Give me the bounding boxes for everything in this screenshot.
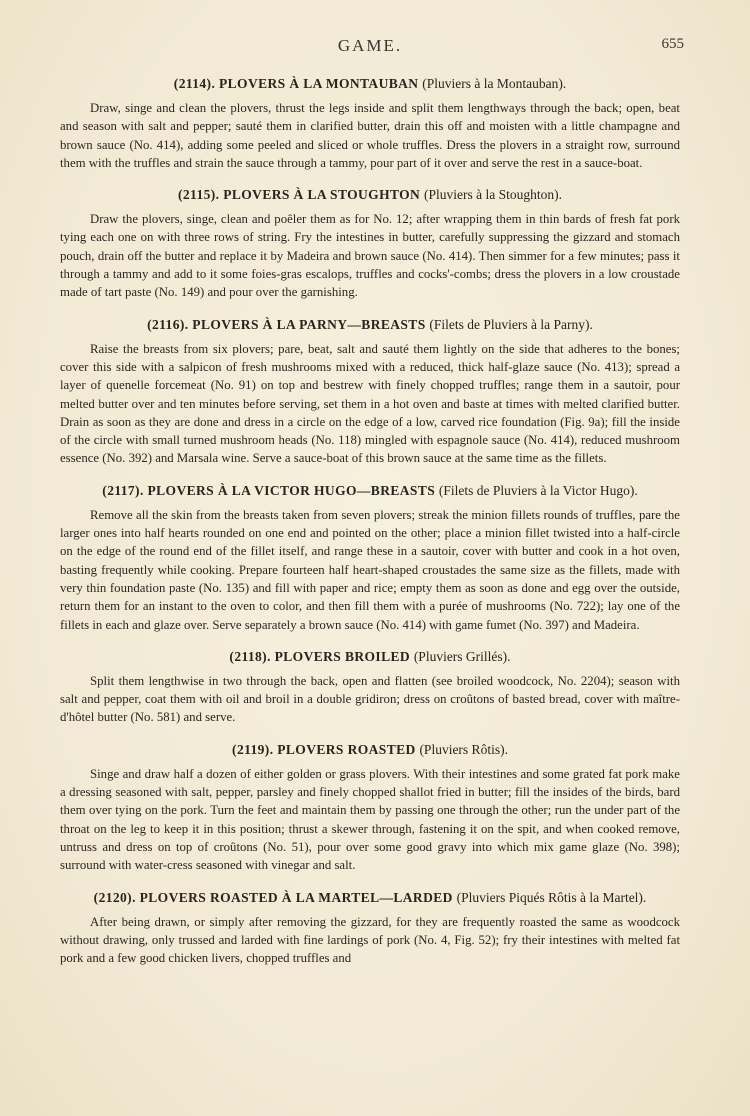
- recipe-2115: [60, 185, 680, 301]
- recipe-body: After being drawn, or simply after removing the gizzard, for they are frequently roasted the same as woodcock without drawing, only trussed and larded with fine lardings of pork (No. 4, Fig. 52); fry their intestines with melted fat pork and a few good chicken livers, chopped truffles and: [60, 914, 680, 966]
- recipe-french-title: (Filets de Pluviers à la Victor Hugo).: [438, 482, 638, 498]
- recipe-title: (2119). PLOVERS ROASTED: [232, 741, 416, 757]
- recipe-french-title: (Filets de Pluviers à la Parny).: [429, 316, 593, 332]
- recipe-heading: [60, 740, 680, 760]
- recipe-heading: [60, 888, 680, 908]
- recipe-body: Remove all the skin from the breasts taken from seven plovers; streak the minion fillets rounds of truffles, pare the larger ones into half hearts rounded on one end and pointed on the other; place a minion fillet twisted into a half-circle on the edge of the round end of the fillet itself, and range these in a sautoir, cover with butter and cook in a hot oven, basting frequently while cooking. Prepare fourteen half heart-shaped croustades the same size as the fillets, made with very thin foundation paste (No. 135) and fill with paper and rice; empty them as soon as done and egg over the outside, return them for an instant to the oven to color, and then fill them with a purée of mushrooms (No. 722); lay one of the fillets in each and glaze over. Serve separately a brown sauce (No. 414) with game fumet (No. 397) and Madeira.: [60, 507, 680, 632]
- recipe-body: Raise the breasts from six plovers; pare, beat, salt and sauté them lightly on the side that adheres to the bones; cover this side with a salpicon of fresh mushrooms mixed with a reduced, thick half-glaze sauce (No. 413); spread a layer of quenelle forcemeat (No. 91) on top and bestrew with finely chopped truffles; range them in a sautoir, pour melted butter over and ten minutes before serving, set them in a hot oven and baste at times with melted clarified butter. Drain as soon as they are done and dress in a circle on the edge of a low, carved rice foundation (Fig. 9a); fill the inside of the circle with small turned mushroom heads (No. 118) mingled with espagnole sauce (No. 414), reduced mushroom essence (No. 392) and Marsala wine. Serve a sauce-boat of this brown sauce at the same time as the fillets.: [60, 341, 680, 466]
- recipe-2114: [60, 74, 680, 172]
- recipe-2119: [60, 740, 680, 875]
- recipe-french-title: (Pluviers Rôtis).: [419, 741, 508, 757]
- recipe-2116: [60, 315, 680, 468]
- recipe-french-title: (Pluviers Grillés).: [413, 648, 511, 664]
- recipe-2117: [60, 481, 680, 634]
- recipe-body: Singe and draw half a dozen of either golden or grass plovers. With their intestines and some grated fat pork make a dressing seasoned with salt, pepper, parsley and finely chopped shallot fried in butter; fill the insides of the birds, bard them over tying on the pork. Turn the feet and maintain them by passing one through the other; run the under part of the throat on the leg to keep it in this position; thrust a skewer through, fastening it on the spit, and when cooked remove, untruss and dress on top of croûtons (No. 51), pour over some good gravy into which mix game glaze (No. 398); surround with water-cress seasoned with vinegar and salt.: [60, 766, 680, 873]
- running-title: GAME.: [337, 36, 403, 55]
- recipe-french-title: (Pluviers à la Stoughton).: [423, 187, 562, 203]
- recipe-heading: [60, 647, 680, 667]
- recipe-body: Draw, singe and clean the plovers, thrust the legs inside and split them lengthways through the back; open, beat and season with salt and pepper; sauté them in clarified butter, drain this off and moisten with a little champagne and brown sauce (No. 414), adding some peeled and sliced or whole truffles. Dress the plovers in a straight row, surround them with the truffles and strain the sauce through a tammy, pour part of it over and serve the rest in a sauce-boat.: [60, 101, 680, 170]
- recipe-heading: [60, 185, 680, 205]
- running-head: [60, 36, 684, 58]
- recipe-2120: [60, 888, 680, 968]
- recipe-title: (2117). PLOVERS À LA VICTOR HUGO—BREASTS: [102, 482, 436, 498]
- recipe-heading: [60, 481, 680, 501]
- recipe-title: (2118). PLOVERS BROILED: [229, 648, 411, 664]
- recipe-title: (2115). PLOVERS À LA STOUGHTON: [178, 187, 421, 203]
- recipe-title: (2120). PLOVERS ROASTED À LA MARTEL—LARDED: [93, 889, 453, 905]
- recipe-body: Draw the plovers, singe, clean and poêler them as for No. 12; after wrapping them in thin bards of fresh fat pork tying each one on with three rows of string. Fry the intestines in butter, carefully suppressing the gizzard and stomach pouch, drain off the butter and replace it by Madeira and brown sauce (No. 414). Then simmer for a few minutes; pass it through a tammy and add to it some foies-gras escalops, truffles and cocks'-combs; dress the plovers in a low croustade made of tart paste (No. 149) and pour over the garnishing.: [60, 212, 680, 300]
- recipe-heading: [60, 74, 680, 94]
- page-number: 655: [661, 36, 684, 52]
- recipe-french-title: (Pluviers à la Montauban).: [422, 76, 567, 91]
- recipe-title: (2116). PLOVERS À LA PARNY—BREASTS: [147, 316, 426, 332]
- recipe-body: Split them lengthwise in two through the back, open and flatten (see broiled woodcock, No. 2204); season with salt and pepper, coat them with oil and broil in a double gridiron; dress on croûtons of basted bread, cover with maître-d'hôtel butter (No. 581) and serve.: [60, 673, 680, 725]
- recipe-2118: [60, 647, 680, 727]
- recipe-title: (2114). PLOVERS À LA MONTAUBAN: [173, 76, 419, 91]
- recipe-heading: [60, 315, 680, 335]
- recipe-french-title: (Pluviers Piqués Rôtis à la Martel).: [456, 889, 647, 905]
